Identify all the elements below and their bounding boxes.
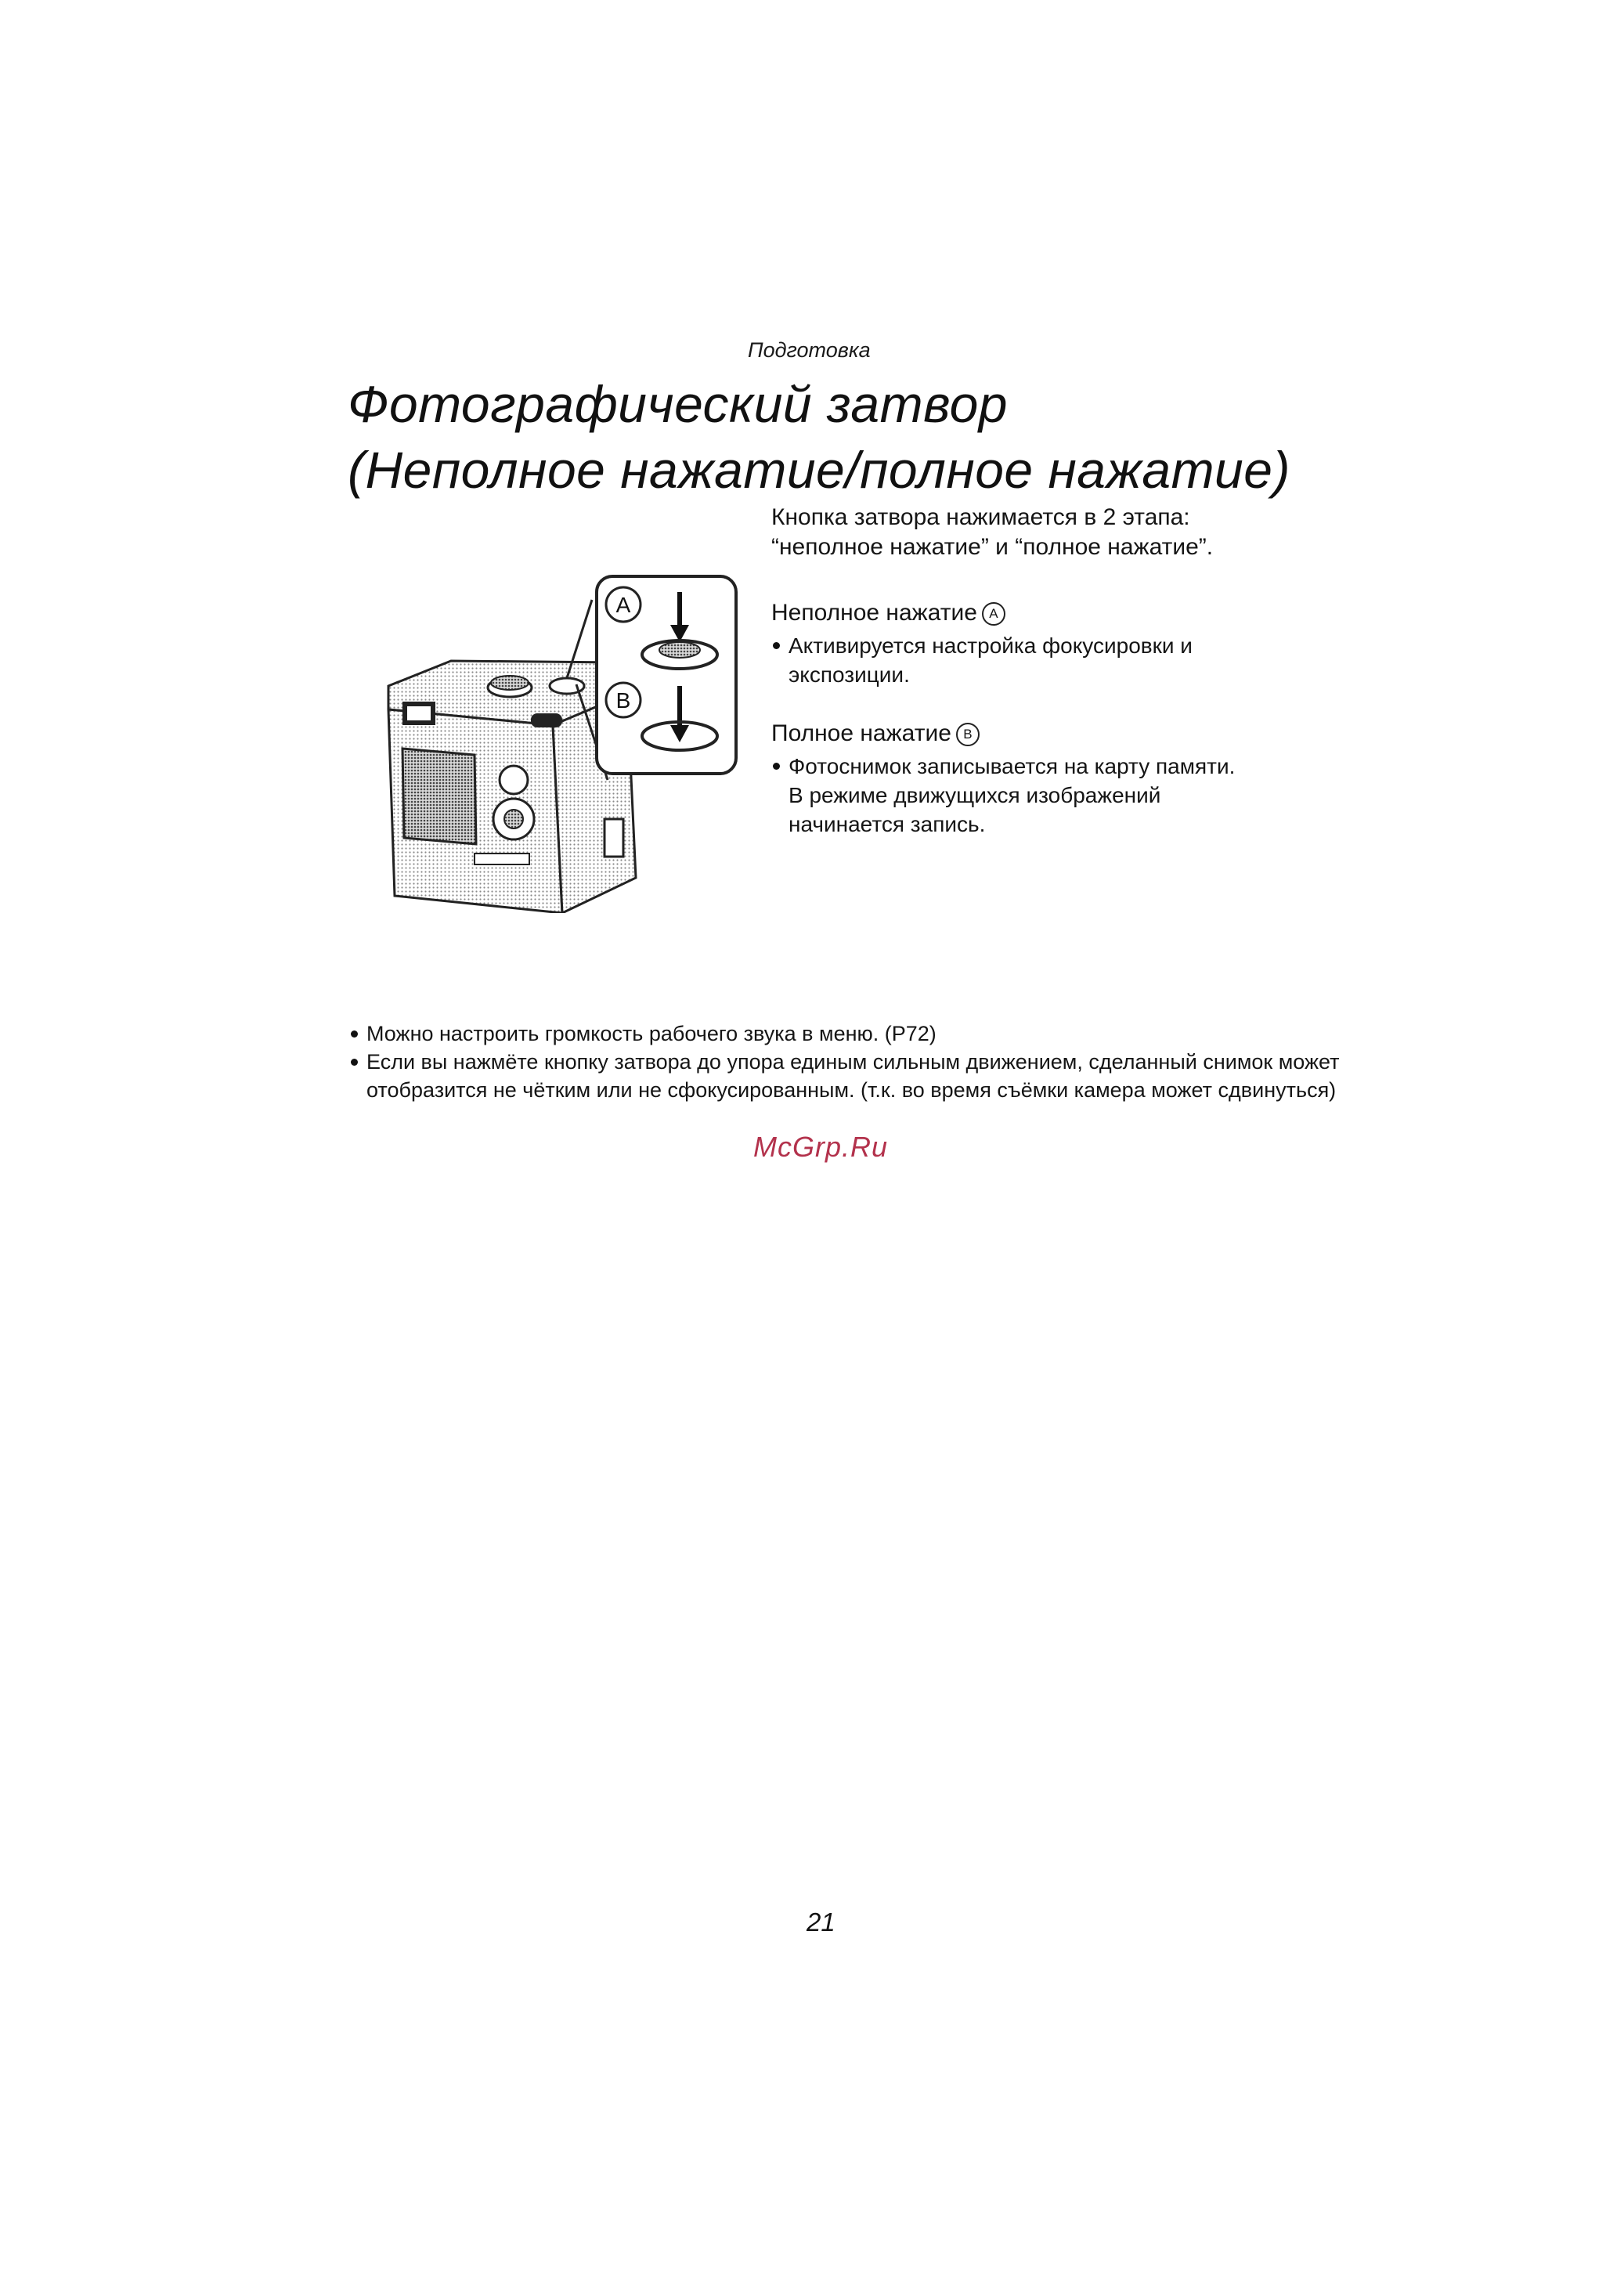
watermark: McGrp.Ru xyxy=(753,1131,889,1163)
intro-line-2: “неполное нажатие” и “полное нажатие”. xyxy=(771,534,1214,560)
intro-line-1: Кнопка затвора нажимается в 2 этапа: xyxy=(771,504,1190,530)
half-press-marker-a xyxy=(606,587,641,622)
full-press-bullets xyxy=(771,752,1235,839)
half-press-section xyxy=(771,598,1193,689)
notes-list xyxy=(349,1020,1367,1104)
marker-a-label: A xyxy=(615,593,631,617)
camera-shutter-illustration xyxy=(357,568,745,913)
full-press-marker-b xyxy=(606,683,641,717)
half-press-marker-label: A xyxy=(982,602,1005,626)
page-title-line-2: (Неполное нажатие/полное нажатие) xyxy=(348,441,1290,499)
list-item: Активируется настройка фокусировки и экспозиции. xyxy=(771,631,1193,689)
full-press-marker-label: B xyxy=(956,723,980,746)
marker-b-label: B xyxy=(615,688,631,713)
page-title-line-1: Фотографический затвор xyxy=(348,375,1008,433)
full-press-section xyxy=(771,719,1235,839)
section-label: Подготовка xyxy=(748,338,871,362)
button-half-pressed-icon xyxy=(642,641,717,669)
half-press-heading: Неполное нажатие A xyxy=(771,598,1193,628)
page-number: 21 xyxy=(807,1907,835,1936)
half-press-bullets xyxy=(771,631,1193,689)
list-item: Можно настроить громкость рабочего звука в меню. (P72) xyxy=(349,1020,1367,1048)
notes-section xyxy=(349,1020,1367,1104)
full-press-heading: Полное нажатие B xyxy=(771,719,1235,749)
page-title xyxy=(348,371,1290,503)
list-item: Фотоснимок записывается на карту памяти. В режиме движущихся изображений начинается запись. xyxy=(771,752,1235,839)
intro-text xyxy=(771,503,1213,562)
list-item: Если вы нажмёте кнопку затвора до упора единым сильным движением, сделанный снимок может отобразится не чётким или не сфокусированным. (т.к. во время съёмки камера может сдвинуться) xyxy=(349,1048,1367,1104)
